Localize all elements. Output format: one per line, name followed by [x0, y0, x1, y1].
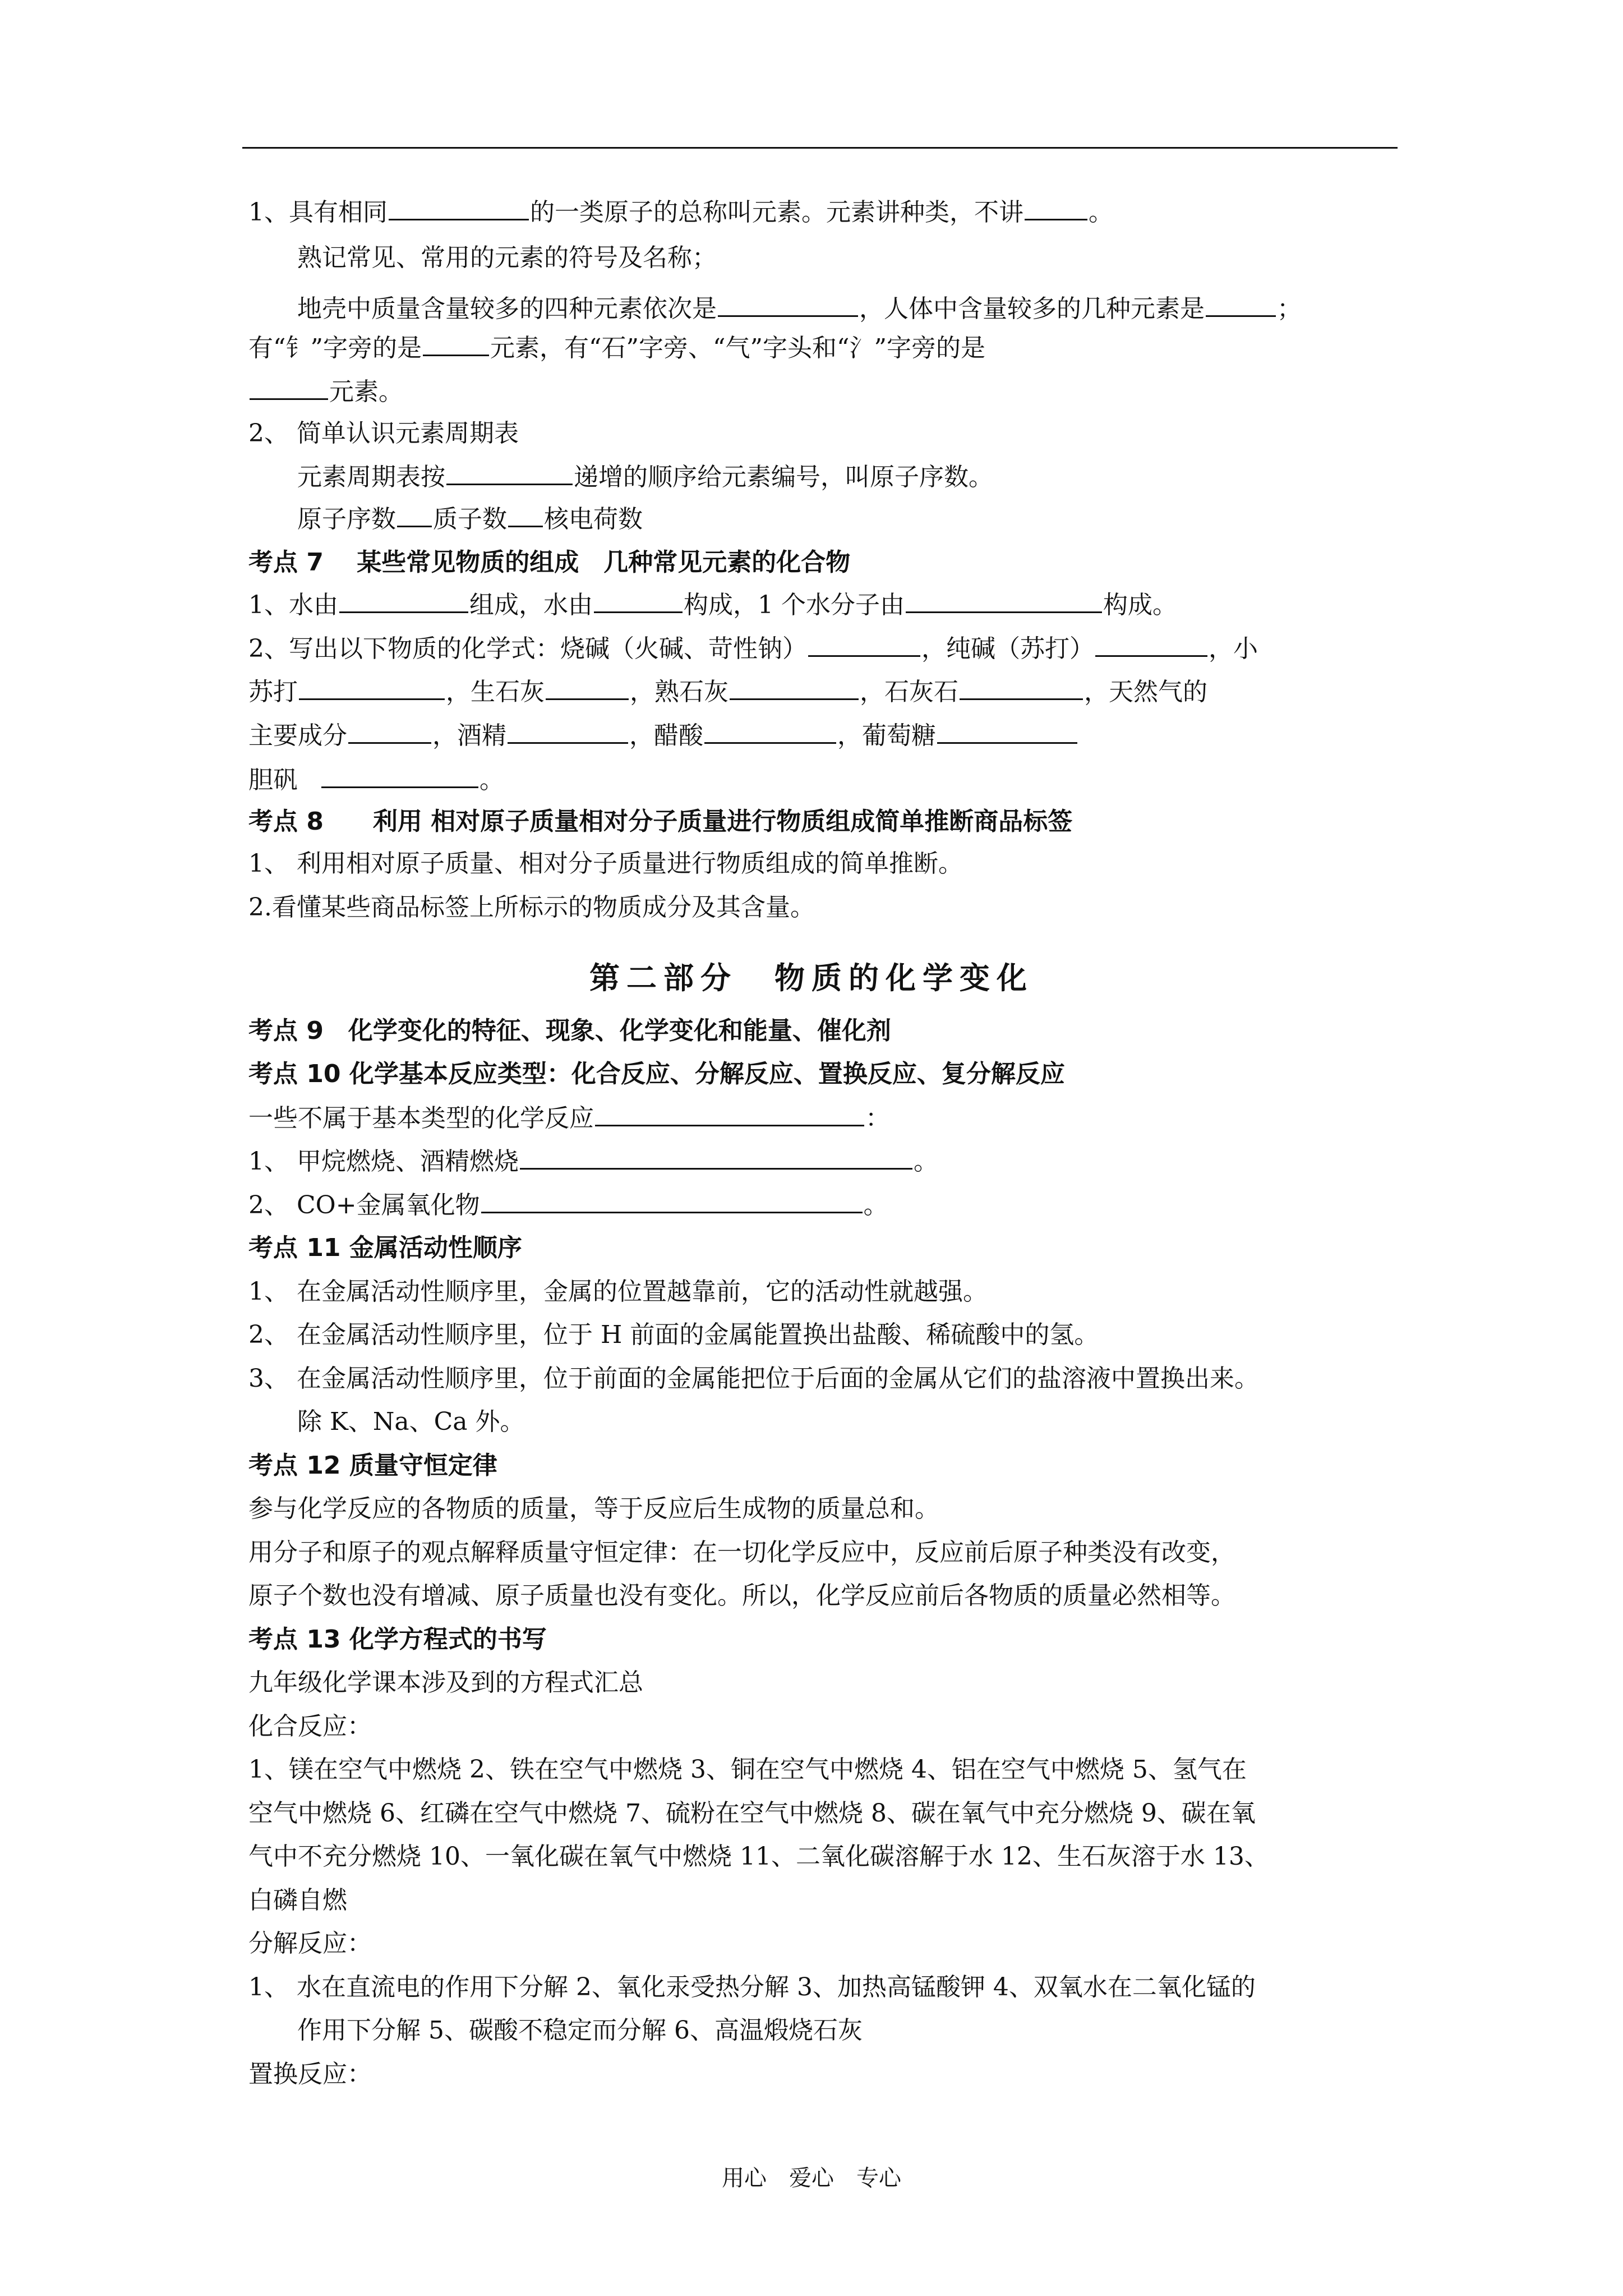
text-line: 元素周期表按 递增的顺序给元素编号，叫原子序数。	[297, 461, 993, 493]
text-line: 1、 水在直流电的作用下分解 2、氧化汞受热分解 3、加热高锰酸钾 4、双氧水在二氧化锰的	[248, 1973, 1256, 2001]
fill-blank[interactable]	[250, 376, 328, 400]
section-heading: 考点 10 化学基本反应类型：化合反应、分解反应、置换反应、复分解反应	[248, 1060, 1065, 1088]
fill-blank[interactable]	[1095, 633, 1207, 657]
text-line: 有“钅”字旁的是 元素，有“石”字旁、“气”字头和“氵”字旁的是	[248, 332, 985, 364]
text-line: 1、具有相同 的一类原子的总称叫元素。元素讲种类，不讲 。	[248, 196, 1113, 228]
fill-blank[interactable]	[321, 764, 478, 788]
text-line: 2、 简单认识元素周期表	[248, 419, 519, 448]
fill-blank[interactable]	[906, 589, 1102, 613]
text-line: 空气中燃烧 6、红磷在空气中燃烧 7、硫粉在空气中燃烧 8、碳在氧气中充分燃烧 9、碳在氧	[248, 1799, 1256, 1828]
section-heading: 考点 11 金属活动性顺序	[248, 1234, 522, 1262]
section-heading: 考点 13 化学方程式的书写	[248, 1625, 547, 1654]
section-heading: 考点 9 化学变化的特征、现象、化学变化和能量、催化剂	[248, 1016, 891, 1045]
text-line: 用分子和原子的观点解释质量守恒定律：在一切化学反应中，反应前后原子种类没有改变，	[248, 1538, 1235, 1567]
fill-blank[interactable]	[508, 503, 543, 527]
fill-blank[interactable]	[594, 589, 683, 613]
text-line: 3、 在金属活动性顺序里，位于前面的金属能把位于后面的金属从它们的盐溶液中置换出来。	[248, 1364, 1259, 1393]
text-line: 置换反应：	[248, 2060, 372, 2088]
section-heading: 考点 7 某些常见物质的组成 几种常见元素的化合物	[248, 548, 851, 577]
fill-blank[interactable]	[937, 720, 1077, 744]
text-line: 1、 甲烷燃烧、酒精燃烧 。	[248, 1145, 938, 1177]
text-line: 原子个数也没有增减、原子质量也没有变化。所以，化学反应前后各物质的质量必然相等。	[248, 1581, 1235, 1610]
fill-blank[interactable]	[1206, 293, 1276, 317]
text-line: 除 K、Na、Ca 外。	[297, 1407, 525, 1436]
text-line: 作用下分解 5、碳酸不稳定而分解 6、高温煅烧石灰	[297, 2016, 863, 2045]
page-footer: 用心 爱心 专心	[722, 2165, 901, 2191]
text-line: 气中不充分燃烧 10、一氧化碳在氧气中燃烧 11、二氧化碳溶解于水 12、生石灰溶于水 13、	[248, 1842, 1269, 1871]
text-line: 主要成分 ，酒精 ，醋酸 ，葡萄糖	[248, 720, 1078, 751]
text-line: 2、 CO+金属氧化物 。	[248, 1189, 888, 1221]
fill-blank[interactable]	[595, 1102, 864, 1126]
fill-blank[interactable]	[808, 633, 920, 657]
text-line: 白磷自燃	[248, 1886, 347, 1915]
text-line: 2、 在金属活动性顺序里，位于 H 前面的金属能置换出盐酸、稀硫酸中的氢。	[248, 1320, 1099, 1349]
text-line: 1、 利用相对原子质量、相对分子质量进行物质组成的简单推断。	[248, 849, 963, 878]
fill-blank[interactable]	[704, 720, 836, 744]
fill-blank[interactable]	[730, 676, 859, 700]
text-line: 一些不属于基本类型的化学反应 ：	[248, 1102, 890, 1134]
fill-blank[interactable]	[423, 332, 489, 356]
text-line: 胆矾 。	[248, 764, 504, 795]
text-line: 1、水由 组成，水由 构成，1 个水分子由 构成。	[248, 589, 1177, 620]
fill-blank[interactable]	[1025, 196, 1087, 220]
fill-blank[interactable]	[397, 503, 432, 527]
text-line: 原子序数 质子数 核电荷数	[297, 503, 643, 535]
section-heading: 考点 12 质量守恒定律	[248, 1451, 497, 1480]
text-line: 2.看懂某些商品标签上所标示的物质成分及其含量。	[248, 893, 815, 922]
fill-blank[interactable]	[960, 676, 1083, 700]
text-line: 1、镁在空气中燃烧 2、铁在空气中燃烧 3、铜在空气中燃烧 4、铝在空气中燃烧 5、氢气在	[248, 1755, 1247, 1784]
fill-blank[interactable]	[299, 676, 445, 700]
fill-blank[interactable]	[389, 196, 529, 220]
part-title: 第二部分 物质的化学变化	[589, 960, 1034, 996]
text-line: 元素。	[248, 376, 403, 407]
fill-blank[interactable]	[520, 1145, 912, 1170]
text-line: 熟记常见、常用的元素的符号及名称；	[297, 243, 717, 272]
fill-blank[interactable]	[508, 720, 628, 744]
text-line: 化合反应：	[248, 1712, 372, 1741]
fill-blank[interactable]	[446, 461, 573, 485]
text-line: 分解反应：	[248, 1929, 372, 1958]
fill-blank[interactable]	[718, 293, 858, 317]
text-line: 参与化学反应的各物质的质量，等于反应后生成物的质量总和。	[248, 1494, 939, 1523]
section-heading: 考点 8 利用 相对原子质量相对分子质量进行物质组成简单推断商品标签	[248, 807, 1073, 836]
fill-blank[interactable]	[348, 720, 431, 744]
header-rule	[242, 147, 1398, 149]
fill-blank[interactable]	[546, 676, 629, 700]
text-line: 九年级化学课本涉及到的方程式汇总	[248, 1668, 643, 1697]
text-line: 2、写出以下物质的化学式：烧碱（火碱、苛性钠） ，纯碱（苏打） ，小	[248, 633, 1258, 664]
text-line: 1、 在金属活动性顺序里，金属的位置越靠前，它的活动性就越强。	[248, 1277, 988, 1306]
text-line: 地壳中质量含量较多的四种元素依次是 ，人体中含量较多的几种元素是 ；	[297, 293, 1302, 324]
text-line: 苏打 ，生石灰 ，熟石灰 ，石灰石 ，天然气的	[248, 676, 1207, 707]
fill-blank[interactable]	[339, 589, 468, 613]
fill-blank[interactable]	[481, 1189, 863, 1213]
